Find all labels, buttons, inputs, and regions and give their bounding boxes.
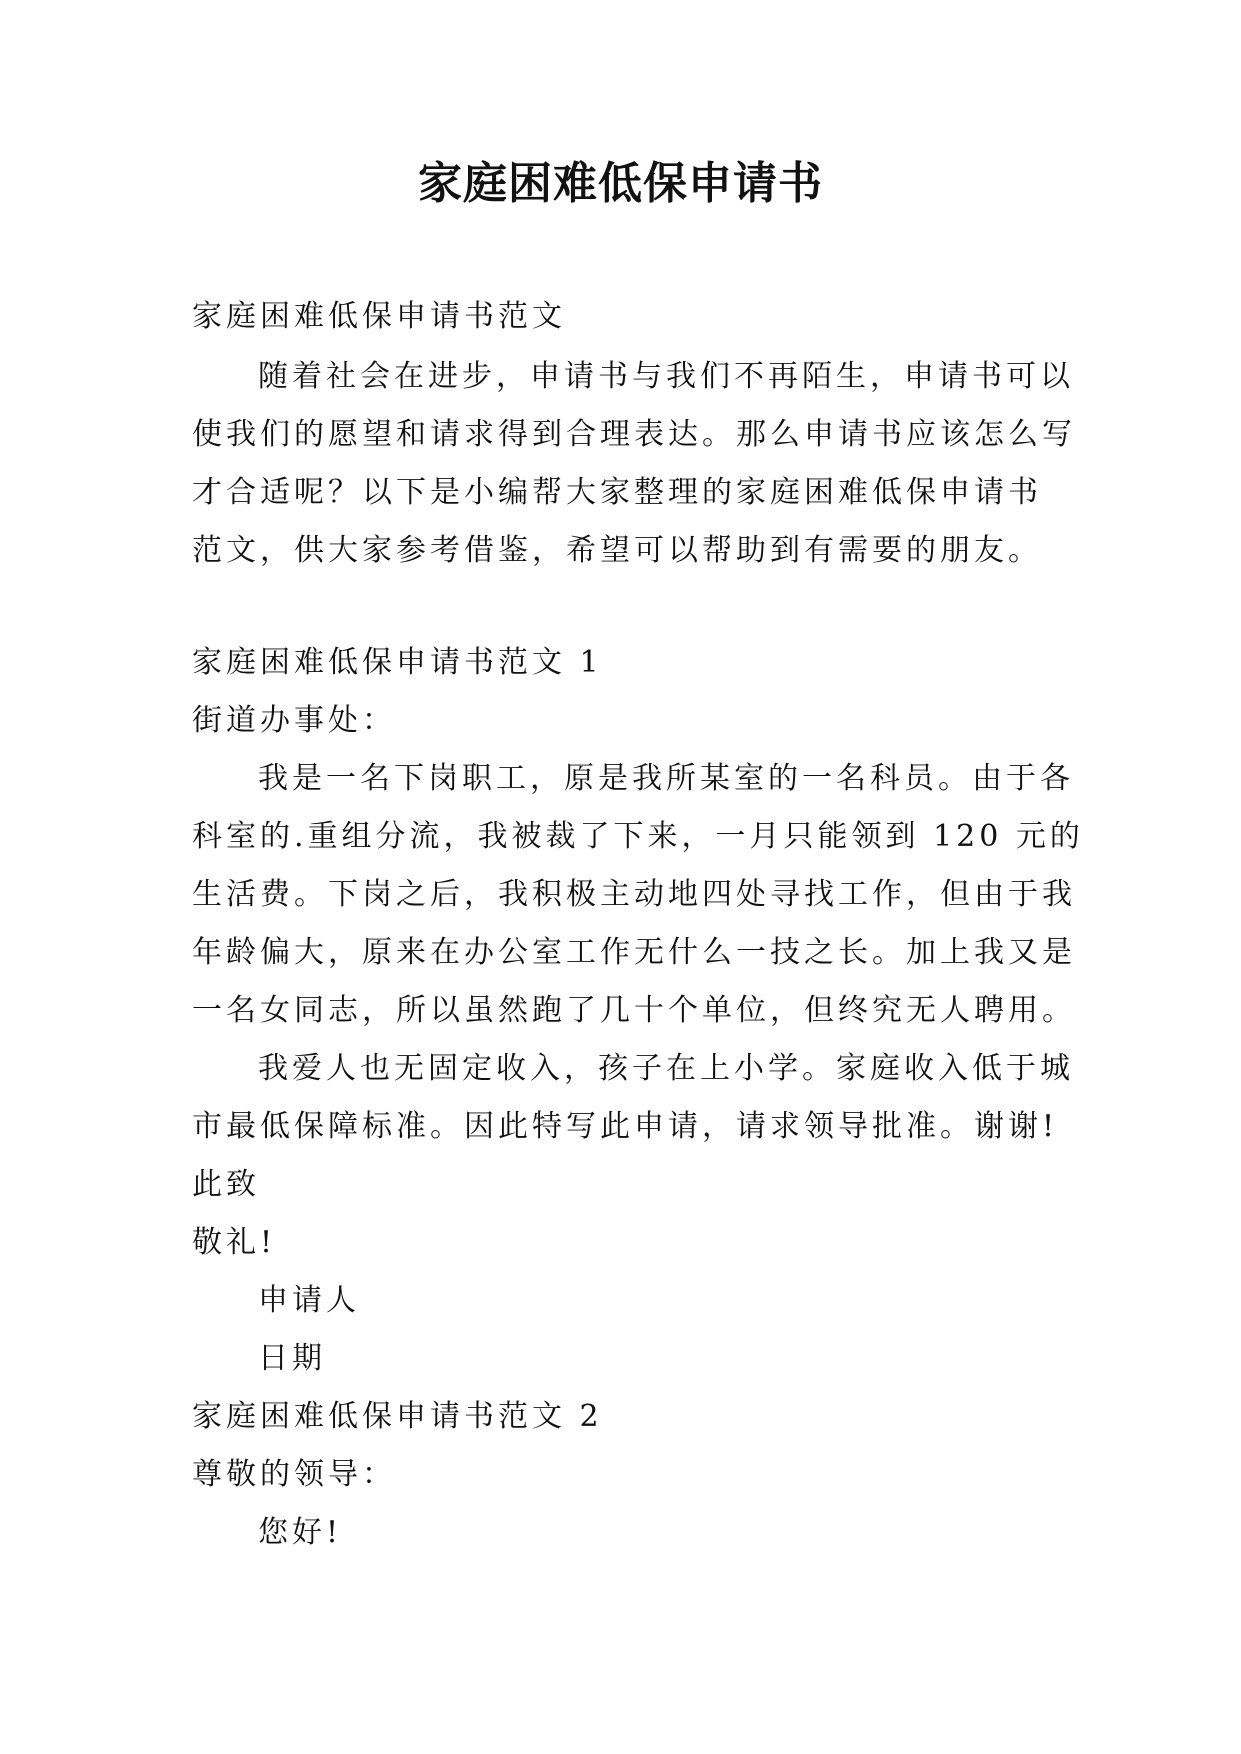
paragraph-line: 我是一名下岗职工，原是我所某室的一名科员。由于各 — [258, 761, 1074, 796]
section-heading-2: 家庭困难低保申请书范文 2 — [192, 1399, 603, 1434]
salutation: 尊敬的领导： — [192, 1457, 396, 1492]
section-heading-1: 家庭困难低保申请书范文 1 — [192, 645, 603, 680]
signature-date: 日期 — [258, 1341, 326, 1376]
paragraph-line: 生活费。下岗之后，我积极主动地四处寻找工作，但由于我 — [192, 877, 1076, 912]
paragraph-line: 随着社会在进步，申请书与我们不再陌生，申请书可以 — [258, 359, 1074, 394]
closing-line: 敬礼! — [192, 1225, 277, 1260]
paragraph-line: 我爱人也无固定收入，孩子在上小学。家庭收入低于城 — [258, 1051, 1074, 1086]
closing-line: 此致 — [192, 1167, 260, 1202]
paragraph-line: 市最低保障标准。因此特写此申请，请求领导批准。谢谢! — [192, 1109, 1059, 1144]
signature-applicant: 申请人 — [258, 1283, 360, 1318]
paragraph-line: 科室的.重组分流，我被裁了下来，一月只能领到 120 元的 — [192, 819, 1084, 854]
paragraph-line: 才合适呢？以下是小编帮大家整理的家庭困难低保申请书 — [192, 475, 1042, 510]
greeting: 您好! — [258, 1515, 343, 1550]
document-title: 家庭困难低保申请书 — [418, 158, 823, 209]
salutation: 街道办事处： — [192, 703, 396, 738]
paragraph-line: 使我们的愿望和请求得到合理表达。那么申请书应该怎么写 — [192, 417, 1076, 452]
paragraph-line: 一名女同志，所以虽然跑了几十个单位，但终究无人聘用。 — [192, 993, 1076, 1028]
paragraph-line: 范文，供大家参考借鉴，希望可以帮助到有需要的朋友。 — [192, 533, 1042, 568]
paragraph-line: 年龄偏大，原来在办公室工作无什么一技之长。加上我又是 — [192, 935, 1076, 970]
subtitle: 家庭困难低保申请书范文 — [192, 299, 566, 334]
